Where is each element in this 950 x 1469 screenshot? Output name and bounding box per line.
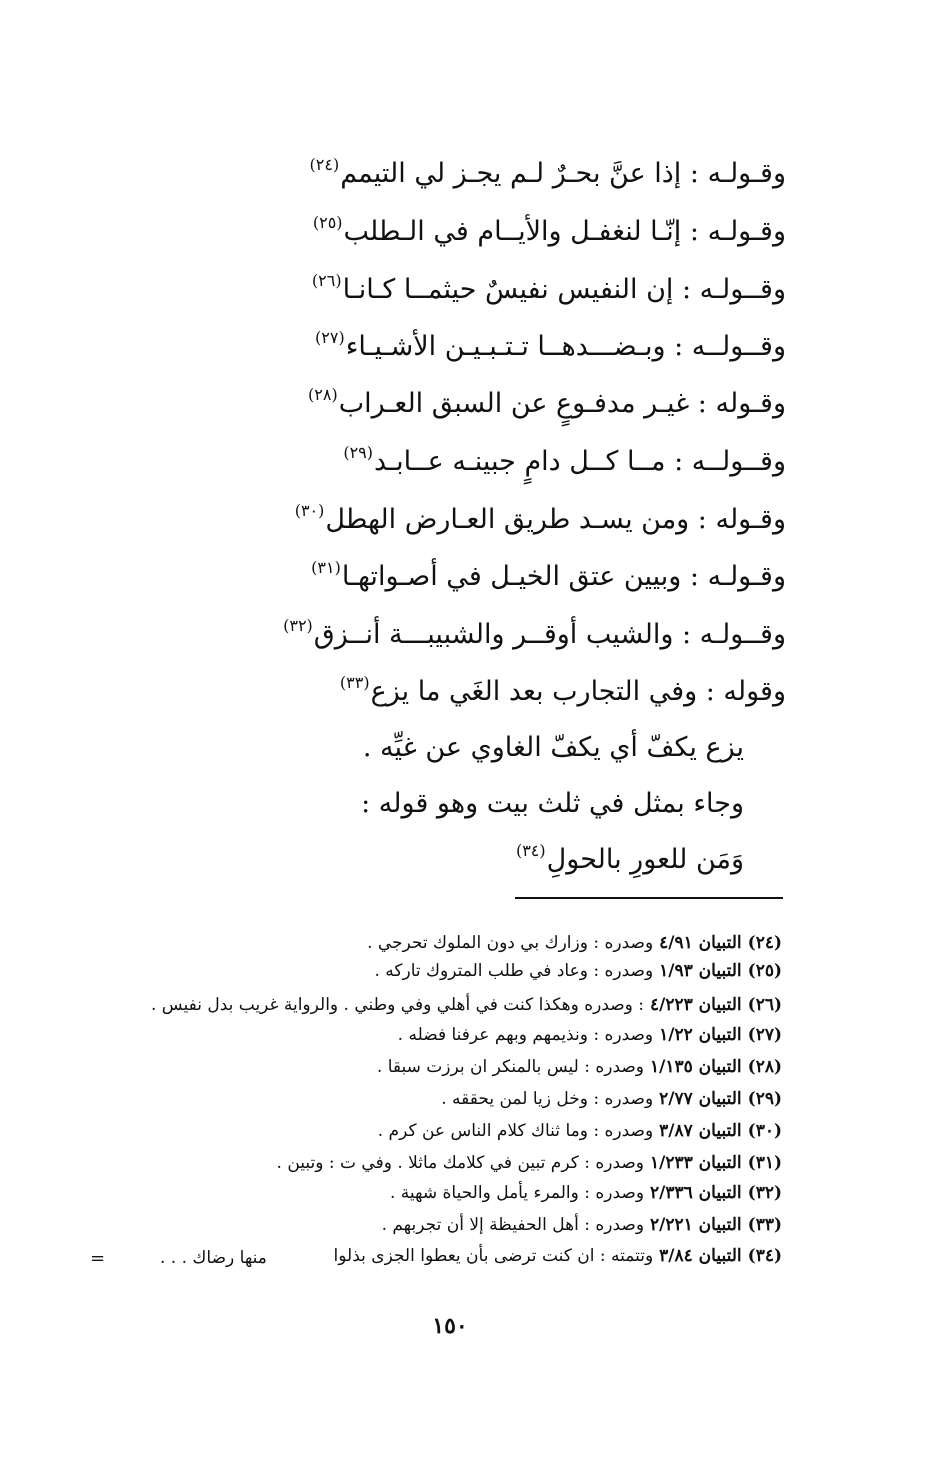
footnote-number: (٢٩) (747, 1089, 782, 1109)
verse-line (311, 543, 786, 593)
footnote-source: التبيان ١/٢٣٣ (650, 1153, 742, 1173)
footnote-text: وصدره : وزارك بي دون الملوك تحرجي . (367, 933, 654, 953)
footnote-text: وصدره : كرم تبين في كلامك ماثلا . وفي ت : وتبين . (276, 1153, 645, 1173)
footnote-source: التبيان ١/١٣٥ (650, 1057, 742, 1077)
footnote (378, 1118, 782, 1144)
footnote (441, 1086, 782, 1112)
footnote-number: (٢٤) (747, 933, 782, 953)
footnote (334, 1243, 782, 1269)
footnote (151, 992, 782, 1018)
footnote-ref: (٣٢) (283, 616, 313, 635)
verse-text: وَمَن للعورِ بالحولِ (546, 844, 744, 875)
verse-line (315, 313, 786, 363)
footnote-number: (٣٣) (747, 1215, 782, 1235)
footnote-source: التبيان ٣/٨٧ (659, 1121, 742, 1141)
footnote-text: وصدره : وخل زيا لمن يحققه . (441, 1089, 654, 1109)
footnote (398, 1022, 782, 1048)
explanation-line (284, 770, 744, 820)
verse-text: وجاء بمثل في ثلث بيت وهو قوله : (361, 788, 744, 819)
footnote-source: التبيان ٢/٧٧ (659, 1089, 742, 1109)
footnote-source: التبيان ٤/٢٢٣ (650, 995, 742, 1015)
footnote (390, 1180, 782, 1206)
footnote-ref: (٣١) (311, 558, 341, 577)
footnote-number: (٣٤) (747, 1246, 782, 1266)
footnote-text: وصدره : أهل الحفيظة إلا أن تجربهم . (381, 1215, 645, 1235)
footnote-number: (٣٢) (747, 1183, 782, 1203)
verse-text: وقــولـه : إن النفيس نفيسٌ حيثمــا كـانـا (342, 274, 786, 305)
verse-line (326, 658, 786, 708)
verse-text: وقـولـه : إنّـا لنغفـل والأيــام في الـطلب (343, 216, 786, 247)
footnote-ref: (٣٣) (339, 673, 370, 692)
footnote-continuation: منها رضاك . . . (160, 1248, 267, 1268)
explanation-line (284, 714, 744, 764)
footnote-source: التبيان ٣/٨٤ (659, 1246, 742, 1266)
verse-text: وقـولـه : إذا عنَّ بحـرٌ لـم يجـز لي التيمم (340, 158, 786, 189)
footnote-text: : وصدره وهكذا كنت في أهلي وفي وطني . والرواية غريب بدل نفيس . (151, 995, 645, 1015)
footnote-ref: (٢٨) (308, 385, 338, 404)
footnote-text: وصدره : وما ثناك كلام الناس عن كرم . (377, 1121, 654, 1141)
verse-text: وقـوله : ومن يسـد طريق العـارض الهطل (325, 504, 786, 535)
footnote (277, 1150, 782, 1176)
footnote-source: التبيان ٢/٣٣٦ (650, 1183, 742, 1203)
footnote (374, 958, 782, 984)
footnote-number: (٣١) (747, 1153, 782, 1173)
verse-line (284, 826, 744, 876)
verse-line (326, 428, 786, 478)
footnote-ref: (٢٧) (315, 328, 345, 347)
footnote-source: التبيان ٤/٩١ (659, 933, 742, 953)
verse-text: وقــولـه : والشيب أوقــر والشبيبـــة أنــزق (313, 619, 786, 650)
verse-text: وقــولــه : مــا كــل دامٍ جبينـه عــابـد (374, 446, 786, 477)
page-number: ١٥٠ (432, 1313, 468, 1339)
footnote-text: وصدره : والمرء يأمل والحياة شهية . (389, 1183, 645, 1203)
footnote-ref: (٣٤) (515, 841, 546, 860)
footnote-number: (٢٦) (747, 995, 782, 1015)
continuation-mark: = (90, 1248, 106, 1269)
footnote-separator (515, 897, 783, 899)
verse-text: يزع يكفّ أي يكفّ الغاوي عن غيِّه . (362, 732, 744, 763)
footnote-source: التبيان ١/٢٢ (659, 1025, 742, 1045)
verse-line (312, 198, 786, 248)
footnote-ref: (٢٦) (311, 271, 342, 290)
verse-line (311, 256, 786, 306)
verse-line (308, 370, 786, 420)
footnote-ref: (٢٥) (312, 213, 343, 232)
verse-text: وقـولـه : وبيين عتق الخيـل في أصـواتهـا (341, 561, 786, 592)
verse-line (283, 601, 786, 651)
footnote-text: وتتمته : ان كنت ترضى بأن يعطوا الجزى بذلوا (333, 1246, 654, 1266)
footnote-number: (٣٠) (747, 1121, 782, 1141)
footnote (367, 930, 782, 956)
footnote (382, 1212, 782, 1238)
footnote-text: وصدره : ليس بالمنكر ان برزت سبقا . (376, 1057, 645, 1077)
verse-text: وقــولــه : وبـضـــدهــا تـتـبـيـن الأشـيـاء (345, 331, 786, 362)
footnote-ref: (٣٠) (294, 501, 325, 520)
verse-line (294, 486, 786, 536)
verse-text: وقـوله : غيـر مدفـوعٍ عن السبق العـراب (338, 388, 786, 419)
footnote (377, 1054, 782, 1080)
footnote-number: (٢٧) (747, 1025, 782, 1045)
footnote-ref: (٢٤) (309, 155, 340, 174)
footnote-source: التبيان ٢/٢٢١ (650, 1215, 742, 1235)
footnote-source: التبيان ١/٩٣ (659, 961, 742, 981)
verse-text: وقوله : وفي التجارب بعد الغَي ما يزع (370, 676, 786, 707)
footnote-ref: (٢٩) (343, 443, 374, 462)
footnote-number: (٢٥) (747, 961, 782, 981)
footnote-text: وصدره : ونذيمهم وبهم عرفنا فضله . (397, 1025, 654, 1045)
verse-line (309, 140, 786, 190)
footnote-number: (٢٨) (747, 1057, 782, 1077)
footnote-text: وصدره : وعاد في طلب المتروك تاركه . (374, 961, 654, 981)
